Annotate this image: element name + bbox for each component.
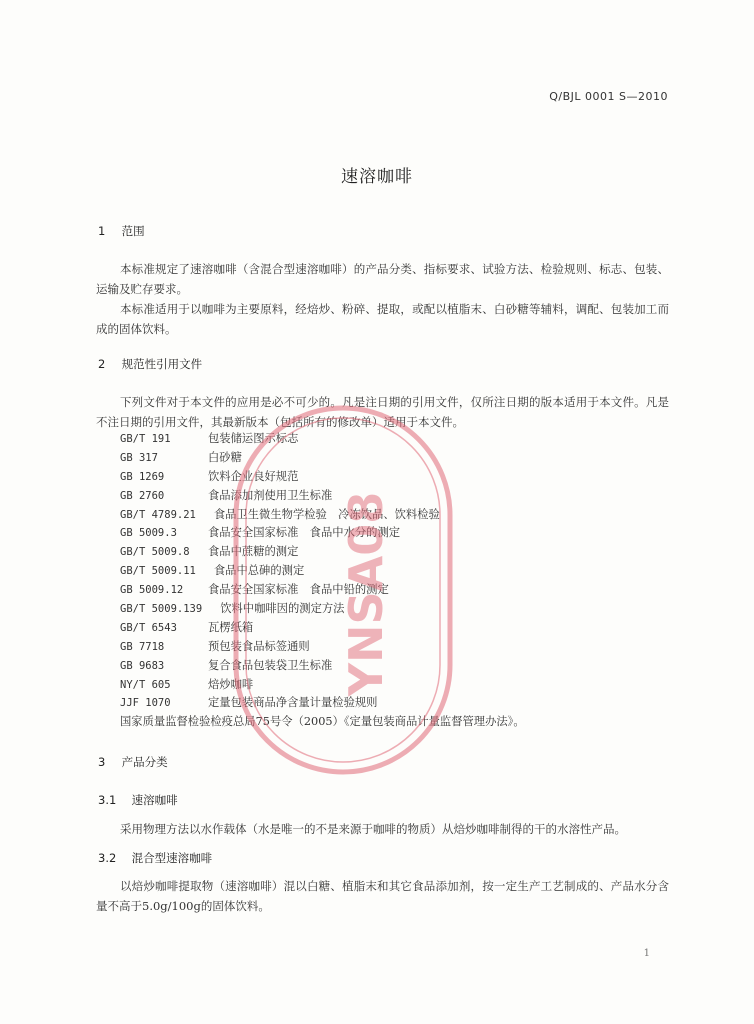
section-1-paragraph-1: 本标准规定了速溶咖啡（含混合型速溶咖啡）的产品分类、指标要求、试验方法、检验规则、标志、包装、运输及贮存要求。 (96, 262, 669, 296)
reference-name: 食品中蔗糖的测定 (208, 545, 299, 559)
reference-code: GB 2760 (120, 489, 165, 502)
document-title: 速溶咖啡 (341, 167, 413, 187)
reference-name: 食品卫生微生物学检验 冷冻饮品、饮料检验 (213, 507, 440, 521)
official-seal-stamp (232, 404, 454, 776)
reference-code: JJF 1070 (120, 697, 171, 710)
reference-name: 食品安全国家标准 食品中水分的测定 (208, 526, 401, 540)
reference-code: GB/T 191 (120, 433, 171, 445)
reference-name: 食品中总砷的测定 (213, 564, 305, 578)
reference-item-regulation: 国家质量监督检验检疫总局75号令（2005）《定量包装商品计量监督管理办法》。 (120, 715, 525, 729)
reference-name: 复合食品包装袋卫生标准 (208, 658, 333, 672)
section-number: 3.1 (98, 793, 117, 807)
reference-code: GB 5009.3 (120, 527, 177, 540)
section-title: 范围 (121, 224, 145, 238)
reference-name: 食品安全国家标准 食品中铅的测定 (208, 583, 389, 597)
section-3-2-heading (98, 850, 212, 866)
reference-code: GB/T 5009.139 (120, 603, 203, 616)
section-1-heading (98, 223, 145, 239)
section-2-paragraph: 下列文件对于本文件的应用是必不可少的。凡是注日期的引用文件，仅所注日期的版本适用于本文件。凡是不注日期的引用文件，其最新版本（包括所有的修改单）适用于本文件。 (96, 395, 669, 429)
section-2-heading (98, 356, 202, 372)
reference-name: 饮料中咖啡因的测定方法 (220, 602, 345, 616)
reference-name: 预包装食品标签通则 (208, 639, 310, 653)
seal-code-text: YNSA08 (339, 491, 393, 697)
reference-name: 定量包装商品净含量计量检验规则 (208, 696, 378, 710)
section-number: 1 (98, 224, 106, 238)
reference-name: 包装储运图示标志 (208, 432, 299, 445)
section-title: 混合型速溶咖啡 (131, 851, 213, 865)
reference-code: GB/T 6543 (120, 621, 177, 634)
reference-name: 白砂糖 (208, 450, 242, 464)
section-3-2-paragraph: 以焙炒咖啡提取物（速溶咖啡）混以白糖、植脂末和其它食品添加剂，按一定生产工艺制成的、产品水分含量不高于5.0g/100g的固体饮料。 (96, 879, 669, 913)
section-title: 产品分类 (121, 755, 168, 769)
reference-name: 食品添加剂使用卫生标准 (208, 488, 333, 502)
reference-code: NY/T 605 (120, 678, 171, 691)
section-title: 规范性引用文件 (121, 357, 203, 371)
reference-code: GB 1269 (120, 470, 165, 483)
reference-code: GB 5009.12 (120, 584, 184, 597)
section-title: 速溶咖啡 (131, 793, 178, 807)
reference-code: GB 317 (120, 451, 158, 464)
reference-code: GB 9683 (120, 659, 165, 672)
section-3-1-paragraph: 采用物理方法以水作载体（水是唯一的不是来源于咖啡的物质）从焙炒咖啡制得的干的水溶性产品。 (120, 822, 626, 836)
reference-code: GB/T 5009.11 (120, 565, 196, 578)
reference-code: GB 7718 (120, 640, 165, 653)
section-number: 2 (98, 357, 106, 371)
section-number: 3 (98, 755, 106, 769)
page-number: 1 (643, 948, 650, 959)
reference-name: 饮料企业良好规范 (208, 469, 299, 483)
reference-code: GB/T 5009.8 (120, 546, 190, 559)
document-code: Q/BJL 0001 S—2010 (549, 90, 668, 103)
reference-name: 焙炒咖啡 (208, 677, 254, 691)
section-1-paragraph-2: 本标准适用于以咖啡为主要原料，经焙炒、粉碎、提取，或配以植脂末、白砂糖等辅料，调配、包装加工而成的固体饮料。 (96, 302, 669, 336)
reference-name: 瓦楞纸箱 (208, 620, 254, 634)
section-3-1-heading (98, 792, 178, 808)
section-3-heading (98, 754, 168, 770)
reference-code: GB/T 4789.21 (120, 508, 196, 521)
section-number: 3.2 (98, 851, 117, 865)
